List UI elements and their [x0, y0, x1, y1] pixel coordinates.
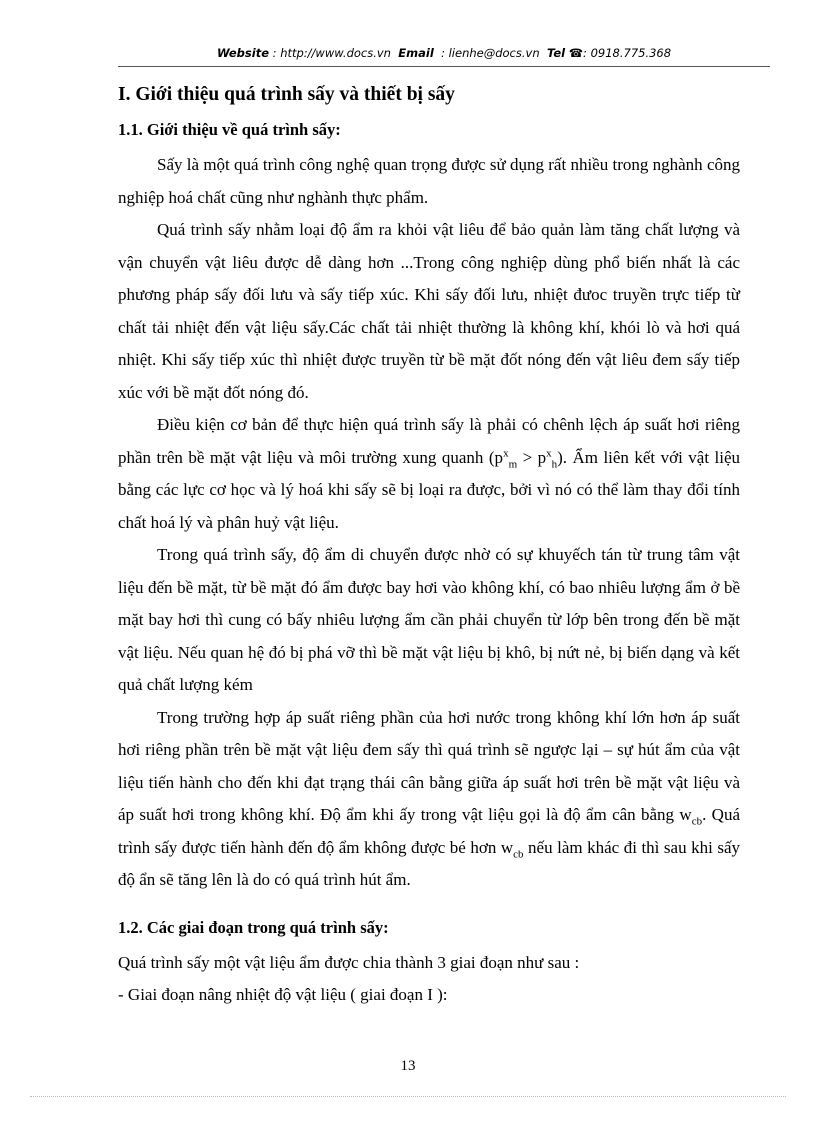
paragraph-2: Quá trình sấy nhằm loại độ ẩm ra khỏi vật liêu để bảo quản làm tăng chất lượng và vận chuyển vật liêu được dễ dàng hơn ...Trong công nghiệp dùng phổ biến nhất là các phương pháp sấy đối lưu và sấy tiếp xúc. Khi sấy đối lưu, nhiệt đưoc truyền trực tiếp từ chất tải nhiệt đến vật liệu sấy.Các chất tải nhiệt thường là không khí, khói lò và hơi quá nhiệt. Khi sấy tiếp xúc thì nhiệt được truyền từ bề mặt đốt nóng đến vật liêu đem sấy tiếp xúc với bề mặt đốt nóng đó. — [118, 220, 740, 402]
tel-value: : 0918.775.368 — [583, 46, 672, 60]
website-url[interactable]: : http://www.docs.vn — [272, 46, 391, 60]
paragraph-6: Quá trình sấy một vật liệu ẩm được chia thành 3 giai đoạn như sau : — [118, 952, 580, 972]
paragraph-7: - Giai đoạn nâng nhiệt độ vật liệu ( giai đoạn I ): — [118, 985, 448, 1004]
page-header — [118, 46, 770, 60]
section-title: I. Giới thiệu quá trình sấy và thiết bị sấy — [118, 84, 455, 105]
document-body — [118, 82, 740, 1012]
tel-label: Tel — [546, 46, 566, 60]
header-divider — [118, 66, 770, 67]
subsection-title-1-2: 1.2. Các giai đoạn trong quá trình sấy: — [118, 917, 389, 937]
paragraph-1: Sấy là một quá trình công nghệ quan trọng được sử dụng rất nhiều trong nghành công nghiệp hoá chất cũng như nghành thực phẩm. — [118, 155, 740, 207]
paragraph-3: Điều kiện cơ bản để thực hiện quá trình sấy là phải có chênh lệch áp suất hơi riêng phần trên bề mặt vật liệu và môi trường xung quanh $(p^x_m > p^x_h)$. Ẩm liên kết với vật liệu bằng các lực cơ học và lý hoá khi sấy sẽ bị loại ra được, bởi vì nó có thể làm thay đổi tính chất hoá lý và phân huỷ vật liệu. — [118, 415, 740, 532]
subsection-title-1-1: 1.1. Giới thiệu về quá trình sấy: — [118, 120, 341, 139]
email-label: Email — [398, 46, 434, 60]
paragraph-4: Trong quá trình sấy, độ ẩm di chuyển được nhờ có sự khuyếch tán từ trung tâm vật liệu đến bề mặt, từ bề mặt đó ẩm được bay hơi vào không khí, có bao nhiêu lượng ẩm ở bề mặt bay hơi thì cung có bấy nhiêu lượng ẩm cần phải chuyển từ lớp bên trong đến bề mặt vật liệu. Nếu quan hệ đó bị phá vỡ thì bề mặt vật liệu bị khô, bị nứt nẻ, bị biến dạng và kết quả chất lượng kém — [118, 545, 740, 694]
phone-icon: ☎ — [568, 46, 584, 60]
footer-divider — [30, 1096, 786, 1097]
paragraph-5: Trong trường hợp áp suất riêng phần của hơi nước trong không khí lớn hơn áp suất hơi riêng phần trên bề mặt vật liệu đem sấy thì quá trình sẽ ngược lại – sự hút ẩm của vật liệu tiến hành cho đến khi đạt trạng thái cân bằng giữa áp suất hơi trên bề mặt vật liệu và áp suất hơi trong không khí. Độ ẩm khi ấy trong vật liệu gọi là độ ẩm cân bằng $w_{cb}$. Quá trình sấy được tiến hành đến độ ẩm không được bé hơn $w_{cb}$ nếu làm khác đi thì sau khi sấy độ ẩn sẽ tăng lên là do có quá trình hút ẩm. — [118, 707, 741, 889]
website-label: Website — [216, 46, 270, 60]
page-number: 13 — [400, 1058, 416, 1074]
email-value[interactable]: : lienhe@docs.vn — [441, 46, 540, 60]
